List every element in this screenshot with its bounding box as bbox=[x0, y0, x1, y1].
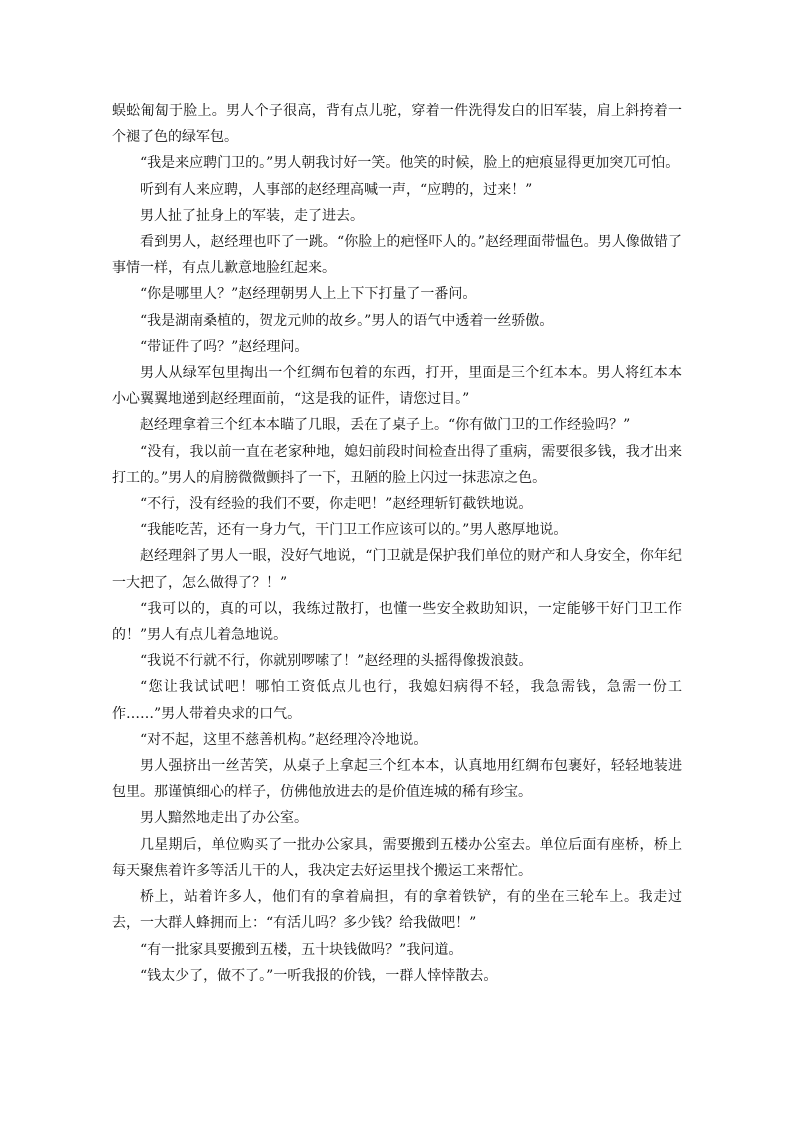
paragraph-14: 赵经理斜了男人一眼，没好气地说，“门卫就是保护我们单位的财产和人身安全，你年纪一大把了，怎么做得了？！” bbox=[112, 548, 682, 591]
paragraph-1: 蜈蚣匍匐于脸上。男人个子很高，背有点儿驼，穿着一件洗得发白的旧军装，肩上斜挎着一个褪了色的绿军包。 bbox=[112, 103, 682, 146]
paragraph-3: 听到有人来应聘，人事部的赵经理高喊一声，“应聘的，过来！” bbox=[140, 181, 533, 198]
paragraph-16: “我说不行就不行，你就别啰嗦了！”赵经理的头摇得像拨浪鼓。 bbox=[140, 653, 533, 670]
paragraph-7: “我是湖南桑植的，贺龙元帅的故乡。”男人的语气中透着一丝骄傲。 bbox=[140, 312, 554, 329]
paragraph-11: “没有，我以前一直在老家种地，媳妇前段时间检查出得了重病，需要很多钱，我才出来打工的。”男人的肩膀微微颤抖了一下，丑陋的脸上闪过一抹悲凉之色。 bbox=[112, 443, 682, 486]
paragraph-2: “我是来应聘门卫的。”男人朝我讨好一笑。他笑的时候，脸上的疤痕显得更加突兀可怕。 bbox=[140, 155, 680, 172]
story-text bbox=[112, 98, 682, 989]
paragraph-9: 男人从绿军包里掏出一个红绸布包着的东西，打开，里面是三个红本本。男人将红本本小心翼翼地递到赵经理面前，“这是我的证件，请您过目。” bbox=[112, 365, 682, 408]
paragraph-12: “不行，没有经验的我们不要，你走吧！”赵经理斩钉截铁地说。 bbox=[140, 496, 533, 513]
paragraph-5: 看到男人，赵经理也吓了一跳。“你脸上的疤怪吓人的。”赵经理面带愠色。男人像做错了事情一样，有点儿歉意地脸红起来。 bbox=[112, 234, 682, 277]
paragraph-21: 几星期后，单位购买了一批办公家具，需要搬到五楼办公室去。单位后面有座桥，桥上每天聚焦着许多等活儿干的人，我决定去好运里找个搬运工来帮忙。 bbox=[112, 836, 682, 879]
paragraph-4: 男人扯了扯身上的军装，走了进去。 bbox=[140, 207, 364, 224]
paragraph-6: “你是哪里人？”赵经理朝男人上上下下打量了一番问。 bbox=[140, 286, 477, 303]
paragraph-10: 赵经理拿着三个红本本瞄了几眼，丢在了桌子上。“你有做门卫的工作经验吗？” bbox=[140, 417, 631, 434]
paragraph-8: “带证件了吗？”赵经理问。 bbox=[140, 338, 309, 355]
paragraph-17: “您让我试试吧！哪怕工资低点儿也行，我媳妇病得不轻，我急需钱，急需一份工作……”男人带着央求的口气。 bbox=[112, 679, 682, 722]
paragraph-19: 男人强挤出一丝苦笑，从桌子上拿起三个红本本，认真地用红绸布包裹好，轻轻地装进包里。那谨慎细心的样子，仿佛他放进去的是价值连城的稀有珍宝。 bbox=[112, 758, 682, 801]
paragraph-18: “对不起，这里不慈善机构。”赵经理冷冷地说。 bbox=[140, 731, 428, 748]
paragraph-23: “有一批家具要搬到五楼，五十块钱做吗？”我问道。 bbox=[140, 941, 463, 958]
paragraph-24: “钱太少了，做不了。”一听我报的价钱，一群人悻悻散去。 bbox=[140, 967, 498, 984]
paragraph-22: 桥上，站着许多人，他们有的拿着扁担，有的拿着铁铲，有的坐在三轮车上。我走过去，一大群人蜂拥而上：“有活儿吗？多少钱？给我做吧！” bbox=[112, 889, 682, 932]
paragraph-15: “我可以的，真的可以，我练过散打，也懂一些安全救助知识，一定能够干好门卫工作的！”男人有点儿着急地说。 bbox=[112, 600, 682, 644]
paragraph-13: “我能吃苦，还有一身力气，干门卫工作应该可以的。”男人憨厚地说。 bbox=[140, 522, 568, 539]
paragraph-20: 男人黯然地走出了办公室。 bbox=[140, 810, 308, 827]
